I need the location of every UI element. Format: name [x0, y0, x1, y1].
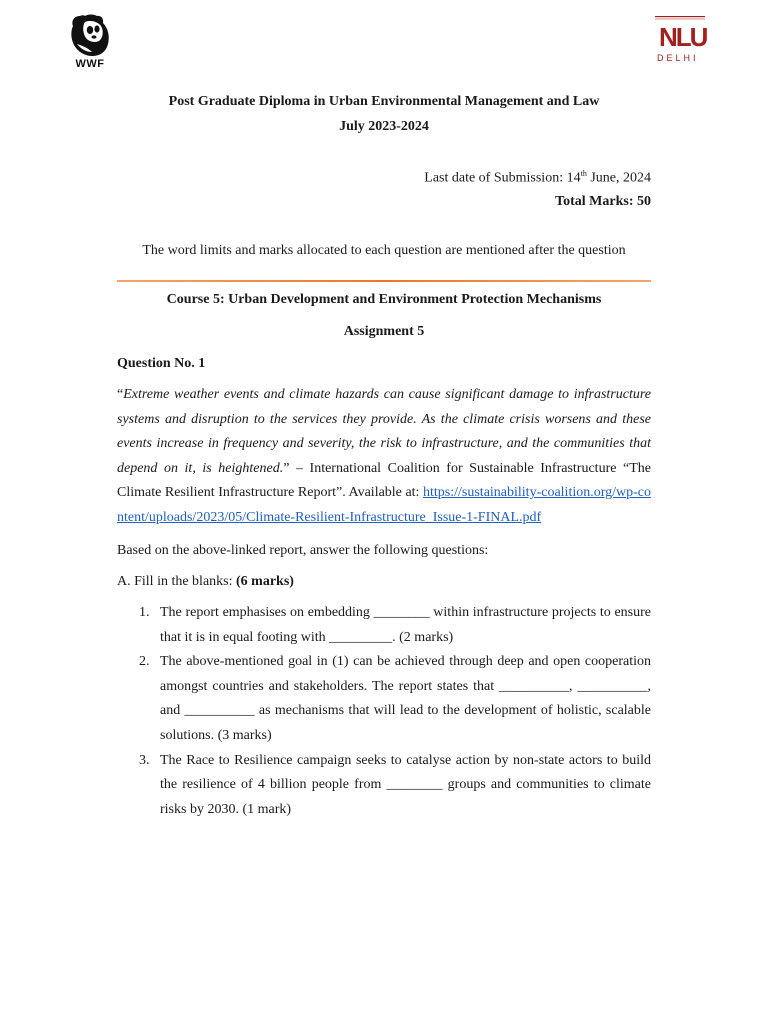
program-title: Post Graduate Diploma in Urban Environmental Management and Law — [168, 94, 600, 109]
word-limit-note: The word limits and marks allocated to each question are mentioned after the question — [142, 243, 626, 258]
submission-date-superscript: th — [580, 169, 587, 178]
list-item-number: 1. — [139, 605, 150, 620]
session-title: July 2023-2024 — [339, 119, 429, 134]
list-item-text: The above-mentioned goal in (1) can be achieved through deep and open cooperation amongst countries and stakeholders. The report states that __________, __________, and __________ as mechanisms that will lead to the development of holistic, scalable solutions. (3 marks) — [160, 654, 651, 743]
submission-date — [117, 169, 651, 187]
section-divider — [117, 280, 651, 282]
list-item-number: 2. — [139, 654, 150, 670]
list-item-number: 3. — [139, 752, 150, 768]
assignment-title: Assignment 5 — [343, 324, 425, 339]
list-item-text: The report emphasises on embedding ________ within infrastructure projects to ensure that it is in equal footing with _________. (2 marks) — [160, 605, 651, 645]
quote-text: Extreme weather events and climate hazards can cause significant damage to infrastructure systems and disruption to the services they provide. As the climate crisis worsens and these events increase in frequency and severity, the risk to infrastructure, and the communities that depend on it, is heightened. — [117, 387, 651, 476]
instruction-text: Based on the above-linked report, answer the following questions: — [117, 543, 489, 558]
question-label: Question No. 1 — [117, 356, 206, 371]
nlu-delhi-logo — [655, 16, 705, 66]
part-a-heading — [117, 574, 651, 590]
part-a-marks: (6 marks) — [236, 574, 294, 589]
nlu-header-strip-icon — [655, 16, 705, 20]
wwf-logo-text: WWF — [75, 58, 105, 70]
report-link[interactable]: https://sustainability-coalition.org/wp-content/uploads/2023/05/Climate-Resilient-Infrastructure_Issue-1-FINAL.pdf — [117, 485, 652, 525]
part-a-label: A. Fill in the blanks: — [117, 574, 236, 589]
total-marks: Total Marks: 50 — [555, 194, 651, 209]
list-item — [117, 749, 651, 823]
panda-icon — [66, 10, 114, 58]
list-item — [117, 650, 651, 748]
fill-in-blanks-list — [117, 601, 651, 822]
nlu-logo-city: DELHI — [657, 53, 699, 63]
list-item — [117, 601, 651, 650]
submission-date-prefix: Last date of Submission: 14 — [424, 170, 581, 186]
wwf-logo — [66, 10, 114, 70]
course-title: Course 5: Urban Development and Environment Protection Mechanisms — [166, 292, 602, 307]
nlu-logo-mark: NLU — [659, 22, 707, 52]
list-item-text: The Race to Resilience campaign seeks to catalyse action by non-state actors to build the resilience of 4 billion people from ________ groups and communities to climate risks by 2030. (1 mark) — [160, 752, 651, 817]
quote-attribution: ” – International Coalition for Sustainable Infrastructure “The Climate Resilient Infrastructure Report”. Available at: — [117, 460, 651, 501]
submission-date-suffix: June, 2024 — [586, 170, 651, 186]
quote-paragraph — [117, 383, 651, 531]
quote-open: “ — [117, 387, 124, 402]
